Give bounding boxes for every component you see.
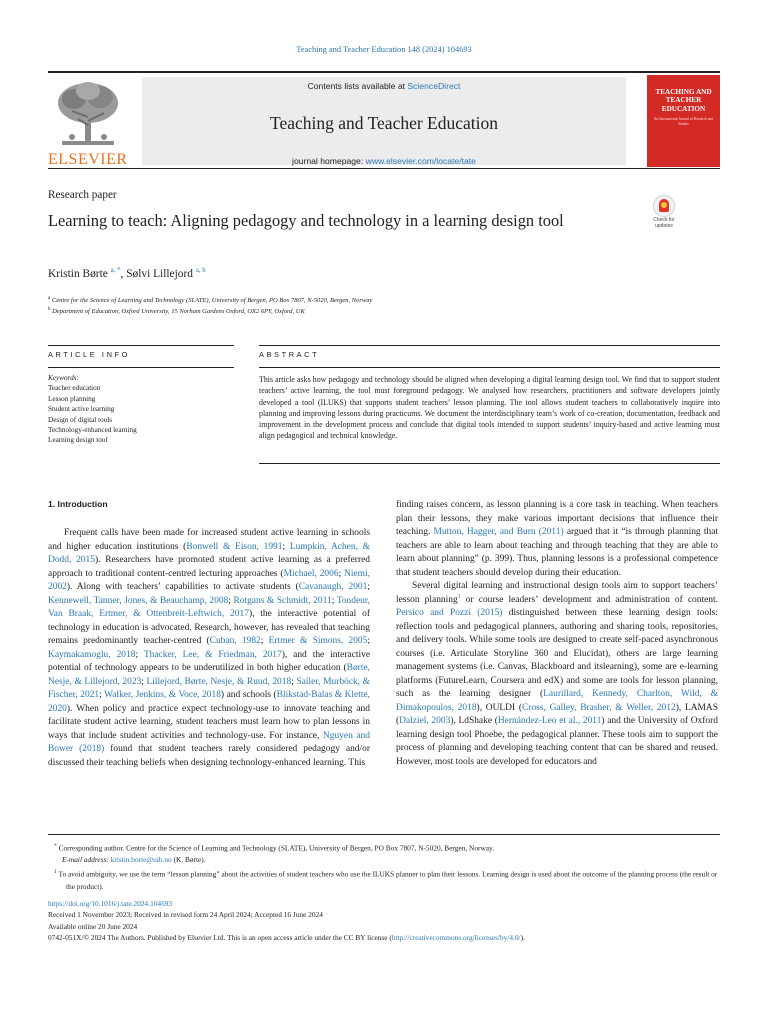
paragraph — [48, 527, 370, 770]
publication-info — [48, 898, 720, 944]
author-list — [48, 267, 206, 280]
journal-cover-thumbnail[interactable] — [647, 75, 720, 167]
article-info-rule — [48, 345, 234, 346]
masthead-banner — [142, 77, 626, 165]
text-run: ; — [260, 636, 269, 646]
citation-link[interactable]: Ertmer & Simons, 2005 — [268, 636, 368, 646]
citation-link[interactable]: Mutton, Hagger, and Burn (2011) — [433, 527, 564, 537]
email-label: E-mail address: — [62, 855, 109, 865]
citation-link[interactable]: Niemi, 2002 — [48, 568, 370, 592]
affiliation-text: Department of Education, Oxford University, 15 Norham Gardens Oxford, OX2 6PY, Oxford, UK — [52, 308, 305, 316]
section-heading-introduction: 1. Introduction — [48, 499, 108, 509]
author-name[interactable]: Sølvi Lillejord — [126, 267, 193, 280]
text-run: ; — [228, 595, 234, 606]
abstract-rule — [259, 345, 720, 346]
text-run: finding raises concern, as lesson planning is a core task in teaching. When teachers plan their lessons, they make various important decisions that influence their teaching. — [396, 500, 718, 537]
author-name[interactable]: Kristin Børte — [48, 267, 108, 280]
homepage-link[interactable]: www.elsevier.com/locate/tate — [365, 156, 476, 166]
body-column-left — [48, 527, 370, 770]
article-title: Learning to teach: Aligning pedagogy and technology in a learning design tool — [48, 211, 564, 230]
citation-link[interactable]: Cross, Galley, Brasher, & Weller, 2012 — [522, 702, 676, 713]
text-run: ; — [99, 690, 105, 700]
keywords-block — [48, 373, 234, 446]
text-run: or course leaders’ development and administration of content. — [460, 594, 719, 605]
abstract-rule-lower — [259, 367, 720, 368]
text-run: ; — [141, 676, 147, 687]
citation-link[interactable]: Børte, Nesje, & Lillejord, 2023 — [48, 663, 370, 687]
citation-link[interactable]: Kennewell, Tanner, Jones, & Beauchamp, 2008 — [48, 595, 229, 606]
license-link[interactable]: http://creativecommons.org/licenses/by/4.0/ — [391, 933, 521, 943]
footnote-text: To avoid ambiguity, we use the term “lesson planning” about the activities of student teachers who use the ILUKS planner to plan their lessons. Learning design is used about the outcome of the planning process (the result or the product). — [58, 869, 718, 891]
copyright-line — [48, 932, 720, 943]
text-run: ). Along with teachers’ capabilities to activate students ( — [66, 582, 299, 592]
text-run: ; — [135, 649, 144, 660]
text-run: ). Researchers have promoted student active learning as a preferred approach to traditional content-centred lecturing approaches ( — [48, 555, 370, 579]
text-run: argued that it “is through planning that teachers are able to learn about teaching and through teaching that they are able to learn about planning” (p. 399). Thus, planning lessons is a professional competence that student teachers should develop during their education. — [396, 527, 718, 578]
citation-link[interactable]: Cavanaugh, 2001 — [298, 582, 368, 592]
keyword: Learning design tool — [48, 436, 108, 445]
article-info-heading: ARTICLE INFO — [48, 350, 130, 359]
journal-masthead — [48, 71, 720, 169]
citation-link[interactable]: Nguyen and Bower (2018) — [48, 730, 370, 754]
homepage-line — [142, 156, 626, 166]
paragraph — [396, 499, 718, 580]
affiliation-b — [48, 307, 305, 315]
doi-link[interactable]: https://doi.org/10.1016/j.tate.2024.104693 — [48, 899, 173, 908]
footnote-mark: 1 — [54, 869, 57, 876]
keyword: Technology-enhanced learning — [48, 426, 137, 435]
cover-subtitle: An International Journal of Research and Studies — [653, 117, 714, 126]
footnote-mark: * — [54, 843, 57, 849]
citation-link[interactable]: Walker, Jenkins, & Voce, 2018 — [104, 690, 221, 700]
citation-link[interactable]: Thacker, Lee, & Friedman, 2017 — [143, 649, 282, 660]
text-run: ; — [331, 595, 337, 606]
running-head[interactable]: Teaching and Teacher Education 148 (2024) 104693 — [296, 45, 472, 54]
cover-title: TEACHING AND TEACHER EDUCATION — [655, 88, 712, 113]
keywords-label: Keywords: — [48, 374, 79, 382]
text-run: ) and the University of Oxford learning design tool Phoebe, the pedagogical planner. These tools aim to support the process of planning and developing teaching content that can be shared and reused. However, most tools are developed for educators and — [396, 716, 718, 767]
citation-link[interactable]: Bonwell & Eison, 1991 — [186, 541, 283, 552]
text-run: ), LAMAS ( — [396, 702, 718, 726]
citation-link[interactable]: Laurillard, Kennedy, Charlton, Wild, & Dimakopoulos, 2018 — [396, 689, 719, 713]
article-info-rule-lower — [48, 367, 234, 368]
citation-link[interactable]: Michael, 2006 — [283, 568, 339, 579]
citation-link[interactable]: Tondeur, Van Braak, Ertmer, & Ottenbreit-Leftwich, 2017 — [48, 595, 370, 619]
check-updates-icon — [653, 195, 675, 217]
keyword: Lesson planning — [48, 394, 96, 403]
contents-prefix: Contents lists available at — [307, 81, 408, 91]
keyword: Teacher education — [48, 384, 101, 393]
citation-link[interactable]: Blikstad-Balas & Klette, 2020 — [48, 690, 371, 714]
check-for-updates-button[interactable] — [646, 195, 682, 233]
text-run: ), LdShake ( — [450, 716, 498, 726]
abstract-bottom-rule — [259, 463, 720, 464]
text-run: ; — [367, 582, 370, 592]
citation-link[interactable]: Kaymakamoglu, 2018 — [48, 649, 136, 660]
footnote-corresponding — [48, 840, 720, 854]
check-updates-label: Check for updates — [653, 217, 675, 229]
text-run: ; — [291, 676, 297, 687]
copyright-text: 0742-051X/© 2024 The Authors. Published by Elsevier Ltd. This is an open access article under the CC BY license ( — [48, 933, 392, 943]
citation-link[interactable]: Rotgans & Schmidt, 2011 — [233, 595, 332, 606]
footnote-rule — [48, 834, 720, 835]
footnote-1 — [48, 866, 720, 892]
citation-link[interactable]: Lumpkin, Achen, & Dodd, 2015 — [48, 541, 370, 565]
email-suffix: (K. Børte). — [171, 855, 206, 865]
text-run: Frequent calls have been made for increased student active learning in schools and higher education institutions ( — [48, 528, 370, 552]
footnotes — [48, 840, 720, 893]
text-run: ; — [367, 636, 370, 646]
text-run: ; — [282, 541, 290, 552]
article-type: Research paper — [48, 189, 117, 201]
citation-link[interactable]: Sailer, Murböck, & Fischer, 2021 — [48, 676, 370, 700]
text-run: ), OULDI ( — [476, 702, 523, 713]
paragraph — [396, 580, 718, 769]
affiliation-a — [48, 296, 372, 304]
abstract-text: This article asks how pedagogy and technology should be aligned when developing a digital learning design tool. We find that to support student teachers’ active learning, the tool must foreground pedagogy. We analysed how researchers, practitioners and software developers jointly developed a tool (ILUKS) that supports student teachers’ lesson planning. The tool allows student teachers to collaboratively inquire into planning and improving lessons during practicums. We document the interdisciplinary team’s work of co-creation, documentation, feedback and improvement in the development process and conclude that digital tools intended to support students’ inquiry-based and active learning must align pedagogical and technical knowledge. — [259, 375, 720, 441]
journal-title: Teaching and Teacher Education — [269, 113, 499, 133]
author-marks[interactable]: a, b — [195, 267, 206, 274]
keyword: Design of digital tools — [48, 415, 113, 424]
text-run: ). When policy and practice expect technology-use to innovate teaching and facilitate student active learning, student teachers must learn how to plan lessons in ways that include student activities and technology-use. For instance, — [48, 703, 370, 741]
author-separator: , — [120, 267, 127, 280]
text-run: ), the interactive potential of technology in education is advocated. Research, however, has revealed that teaching remains predominantly teacher-centred ( — [48, 609, 370, 646]
affiliation-text: Centre for the Science of Learning and Technology (SLATE), University of Bergen, PO Box 7807, N-5020, Bergen, Norway — [51, 297, 373, 305]
available-online: Available online 20 June 2024 — [48, 921, 138, 931]
publisher-name: ELSEVIER — [48, 151, 128, 168]
citation-link[interactable]: Dalziel, 2003 — [399, 716, 451, 726]
text-run: distinguished between these learning design tools: reflection tools and pedagogical planners, authoring and sharing tools, repositories, and delivery tools. While some tools are designed to create self-paced asynchronous courses (i.e. Articulate Storyline 360 and Elucidat), others are large learning management systems (i.e. Canvas, Blackboard and itslearning), some are e-learning platforms (FutureLearn, Coursera and edX) and some are tools for lesson planning, such as the learning designer ( — [396, 608, 718, 699]
citation-link[interactable]: Hernández-Leo et al., 2011 — [497, 716, 602, 726]
citation-link[interactable]: Lillejord, Børte, Nesje, & Ruud, 2018 — [146, 676, 292, 687]
text-run: found that student teachers rarely considered pedagogy and/or discussed their teaching beliefs when designing technology-enhanced learning. This — [48, 744, 370, 768]
affiliation-mark: b — [48, 307, 51, 312]
email-link[interactable]: kristin.borte@uib.no — [110, 855, 172, 865]
tree-of-knowledge-icon — [52, 77, 124, 149]
sciencedirect-link[interactable]: ScienceDirect — [407, 81, 461, 91]
abstract-heading: ABSTRACT — [259, 350, 320, 359]
text-run: Several digital learning and instructional design tools aim to support teachers’ lesson planning — [396, 581, 718, 605]
footnote-ref-link[interactable]: 1 — [457, 593, 461, 600]
copyright-end: ). — [520, 933, 525, 943]
text-run: ; — [338, 568, 345, 579]
footnote-text: Corresponding author. Centre for the Science of Learning and Technology (SLATE), University of Bergen, PO Box 7807, N-5020, Bergen, Norway. — [58, 843, 495, 853]
homepage-prefix: journal homepage: — [292, 156, 366, 166]
citation-link[interactable]: Persico and Pozzi (2015) — [396, 608, 503, 618]
author-marks[interactable]: a, * — [110, 267, 121, 274]
text-run: ), and the interactive potential of technology appears to be underutilized in both higher education ( — [48, 649, 371, 673]
body-column-right — [396, 499, 718, 769]
received-dates: Received 1 November 2023; Received in revised form 24 April 2024; Accepted 16 June 2024 — [48, 910, 323, 920]
author-email-line — [48, 854, 720, 866]
contents-line — [142, 81, 626, 91]
keyword: Student active learning — [48, 405, 115, 414]
citation-link[interactable]: Cuban, 1982 — [209, 636, 261, 646]
elsevier-logo[interactable] — [48, 77, 126, 167]
affiliation-mark: a — [48, 296, 51, 301]
text-run: ) and schools ( — [220, 690, 277, 700]
